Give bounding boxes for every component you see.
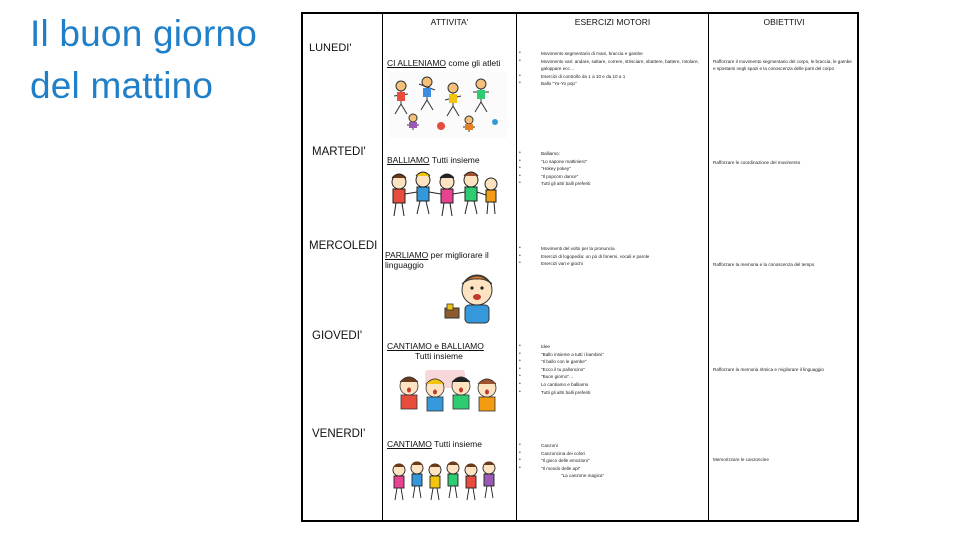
activity-title xyxy=(387,341,517,361)
child-talking-illustration xyxy=(437,270,503,326)
exercise-item: • Lo cantiamo e balliamo xyxy=(515,381,705,389)
exercise-item: • Esercizi vari e giochi xyxy=(515,260,705,268)
exercise-item: • "Il gioco delle emozioni" xyxy=(515,457,705,465)
activity-rest: Tutti insieme xyxy=(429,155,480,165)
activity-rest: per migliorare il linguaggio xyxy=(385,250,489,270)
header-activity: ATTIVITA' xyxy=(430,17,469,27)
day-label: MARTEDI' xyxy=(312,146,366,158)
exercise-item: • Idee xyxy=(515,343,705,351)
activity-rest: Tutti insieme xyxy=(415,351,463,361)
exercise-item: • "Ecco il tu palloncino" xyxy=(515,366,705,374)
activity-title xyxy=(387,58,517,68)
exercise-item: • "Lo sapone mattiniero" xyxy=(515,158,705,166)
objective-text: Rafforzare la memoria e la conoscenza del tempo xyxy=(713,262,815,267)
exercise-item: • Movimento vari: andare, saltare, correre, strisciare, sbattere, battere, rotolare, galoppare ecc… xyxy=(515,58,705,73)
exercise-item: • Movimento segmentario di mani, braccia e gambe xyxy=(515,50,705,58)
objective-text: Rafforzare la memoria ritmica e migliorare il linguaggio xyxy=(713,367,824,372)
header-objectives: OBIETTIVI xyxy=(763,17,805,27)
exercise-item: • Canzoncina dei colori xyxy=(515,450,705,458)
day-label: GIOVEDI' xyxy=(312,330,363,342)
objective-text: Rafforzare le coordinazione del movimento xyxy=(713,160,801,165)
activity-title xyxy=(387,155,517,165)
exercise-item: • "Il mondo delle api" xyxy=(515,465,705,473)
exercise-item: • Balliamo: xyxy=(515,150,705,158)
objective-text: Memorizzare le canzoncine xyxy=(713,457,769,462)
exercise-item: • "Il popcorn dance" xyxy=(515,173,705,181)
exercise-list xyxy=(515,150,705,188)
activity-keyword: CANTIAMO xyxy=(387,439,432,449)
header-exercises: ESERCIZI MOTORI xyxy=(574,17,651,27)
exercise-item: • Esercizi di logopedia: un pò di fonemi, vocali e parole xyxy=(515,253,705,261)
exercise-list xyxy=(515,442,705,480)
activity-keyword: CANTIAMO e BALLIAMO xyxy=(387,341,484,351)
exercise-item: • "Hokey pokey" xyxy=(515,165,705,173)
column-divider xyxy=(708,14,709,520)
children-choir-illustration xyxy=(389,456,501,508)
column-divider xyxy=(382,14,383,520)
exercise-item: • "Buon giorno"… xyxy=(515,373,705,381)
activity-keyword: PARLIAMO xyxy=(385,250,429,260)
day-label: VENERDI' xyxy=(312,428,366,440)
exercise-item: • Tutti gli altri balli preferiti xyxy=(515,389,705,397)
children-dancing-illustration xyxy=(387,166,499,226)
title-line-2: del mattino xyxy=(30,65,214,106)
exercise-list xyxy=(515,245,705,268)
activity-keyword: CI ALLENIAMO xyxy=(387,58,447,68)
activity-title xyxy=(387,439,517,449)
day-label: MERCOLEDI xyxy=(309,240,378,252)
exercise-item: • Esercizi di controllo da 1 a 10 e da 10 a 1 xyxy=(515,73,705,81)
exercise-item: • Movimenti del volto per la pronuncia xyxy=(515,245,705,253)
day-label: LUNEDI' xyxy=(309,42,352,54)
exercise-list xyxy=(515,343,705,396)
activity-title xyxy=(385,250,497,270)
children-exercising-illustration xyxy=(389,72,507,138)
exercise-item: • Canzoni xyxy=(515,442,705,450)
weekly-schedule-table xyxy=(301,12,859,522)
activity-rest: come gli atleti xyxy=(446,58,501,68)
children-singing-illustration xyxy=(395,366,501,412)
exercise-item: • "Ballo insieme a tutti i bambini" xyxy=(515,351,705,359)
exercise-item: • "Il ballo con le gambe" xyxy=(515,358,705,366)
exercise-list xyxy=(515,50,705,88)
activity-rest: Tutti insieme xyxy=(431,439,482,449)
objective-text: Rafforzare il movimento segmentario del corpo, le braccia, le gambe e spostarsi negli spazi e la conoscenza delle parti del corpo xyxy=(713,59,852,72)
exercise-subitem: "La canzone magica" xyxy=(561,473,605,479)
activity-keyword: BALLIAMO xyxy=(387,155,430,165)
exercise-item: • Tutti gli altri balli preferiti xyxy=(515,180,705,188)
slide-title xyxy=(30,8,257,112)
exercise-item: • Ballo "Yo-Yo pop" xyxy=(515,80,705,88)
title-line-1: Il buon giorno xyxy=(30,13,258,54)
